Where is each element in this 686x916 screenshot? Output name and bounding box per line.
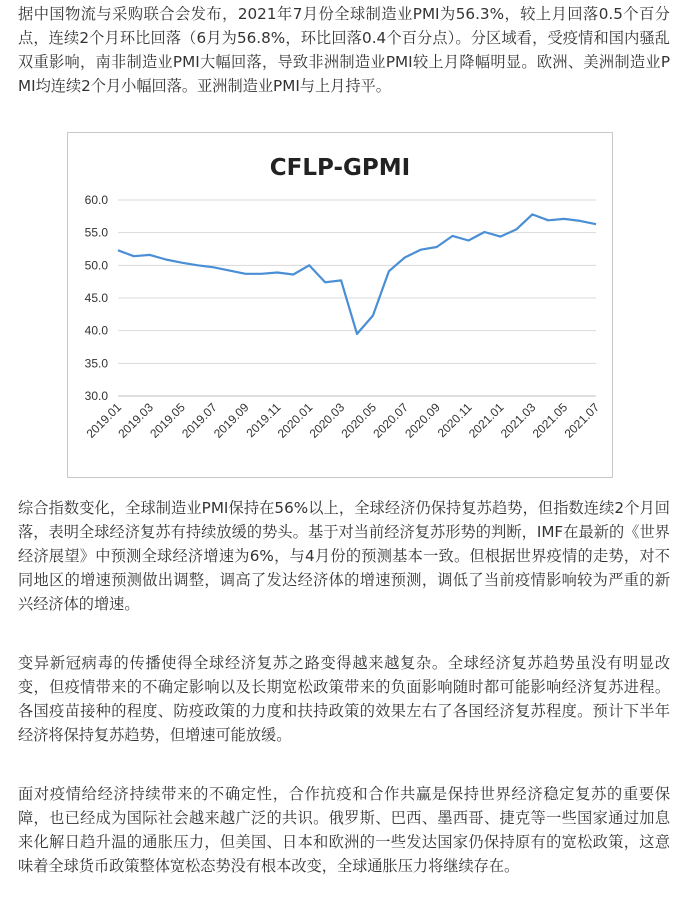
x-tick-label: 2019.11: [243, 400, 284, 441]
x-tick-label: 2019.09: [211, 400, 252, 441]
x-tick-label: 2019.05: [147, 400, 188, 441]
x-tick-label: 2021.01: [465, 400, 507, 441]
x-tick-label: 2021.03: [497, 400, 539, 441]
y-tick-label: 30.0: [84, 389, 108, 403]
pmi-chart: [67, 132, 613, 478]
intro-paragraph: 据中国物流与采购联合会发布，2021年7月份全球制造业PMI为56.3%，较上月回落0.5个百分点，连续2个月环比回落（6月为56.8%，环比回落0.4个百分点）。分区域看，受疫情和国内骚乱双重影响，南非制造业PMI大幅回落，导致非洲制造业PMI较上月降幅明显。欧洲、美洲制造业PMI均连续2个月小幅回落。亚洲制造业PMI与上月持平。: [18, 5, 670, 95]
y-tick-label: 60.0: [84, 193, 108, 207]
x-tick-label: 2019.03: [115, 400, 156, 441]
x-tick-label: 2020.03: [306, 400, 348, 441]
x-tick-label: 2021.05: [529, 400, 571, 441]
y-tick-label: 45.0: [84, 291, 108, 305]
x-tick-label: 2020.07: [370, 400, 411, 441]
y-tick-label: 50.0: [84, 258, 108, 273]
x-tick-label: 2020.05: [338, 400, 380, 441]
y-tick-label: 55.0: [84, 225, 108, 240]
composite-index-paragraph: 综合指数变化，全球制造业PMI保持在56%以上，全球经济仍保持复苏趋势，但指数连续2个月回落，表明全球经济复苏有持续放缓的势头。基于对当前经济复苏形势的判断，IMF在最新的《世界经济展望》中预测全球经济增速为6%，与4月份的预测基本一致。但根据世界疫情的走势，对不同地区的增速预测做出调整，调高了发达经济体的增速预测，调低了当前疫情影响较为严重的新兴经济体的增速。: [18, 499, 670, 613]
y-tick-label: 35.0: [84, 356, 108, 371]
x-tick-label: 2020.01: [274, 400, 316, 441]
chart-title: CFLP-GPMI: [269, 155, 411, 181]
y-tick-label: 40.0: [84, 323, 108, 338]
x-tick-label: 2021.07: [561, 400, 603, 441]
x-tick-label: 2019.07: [179, 400, 220, 441]
variant-virus-paragraph: 变异新冠病毒的传播使得全球经济复苏之路变得越来越复杂。全球经济复苏趋势虽没有明显改变，但疫情带来的不确定影响以及长期宽松政策带来的负面影响随时都可能影响经济复苏进程。各国疫苗接种的程度、防疫政策的力度和扶持政策的效果左右了各国经济复苏程度。预计下半年经济将保持复苏趋势，但增速可能放缓。: [18, 654, 670, 744]
x-tick-label: 2020.11: [434, 400, 475, 441]
cooperation-paragraph: 面对疫情给经济持续带来的不确定性，合作抗疫和合作共赢是保持世界经济稳定复苏的重要保障，也已经成为国际社会越来越广泛的共识。俄罗斯、巴西、墨西哥、捷克等一些国家通过加息来化解日趋升温的通胀压力，但美国、日本和欧洲的一些发达国家仍保持原有的宽松政策，这意味着全球货币政策整体宽松态势没有根本改变，全球通胀压力将继续存在。: [18, 785, 670, 875]
x-tick-label: 2019.01: [83, 400, 125, 441]
x-tick-label: 2020.09: [402, 400, 443, 441]
pmi-chart-svg: [68, 133, 612, 477]
